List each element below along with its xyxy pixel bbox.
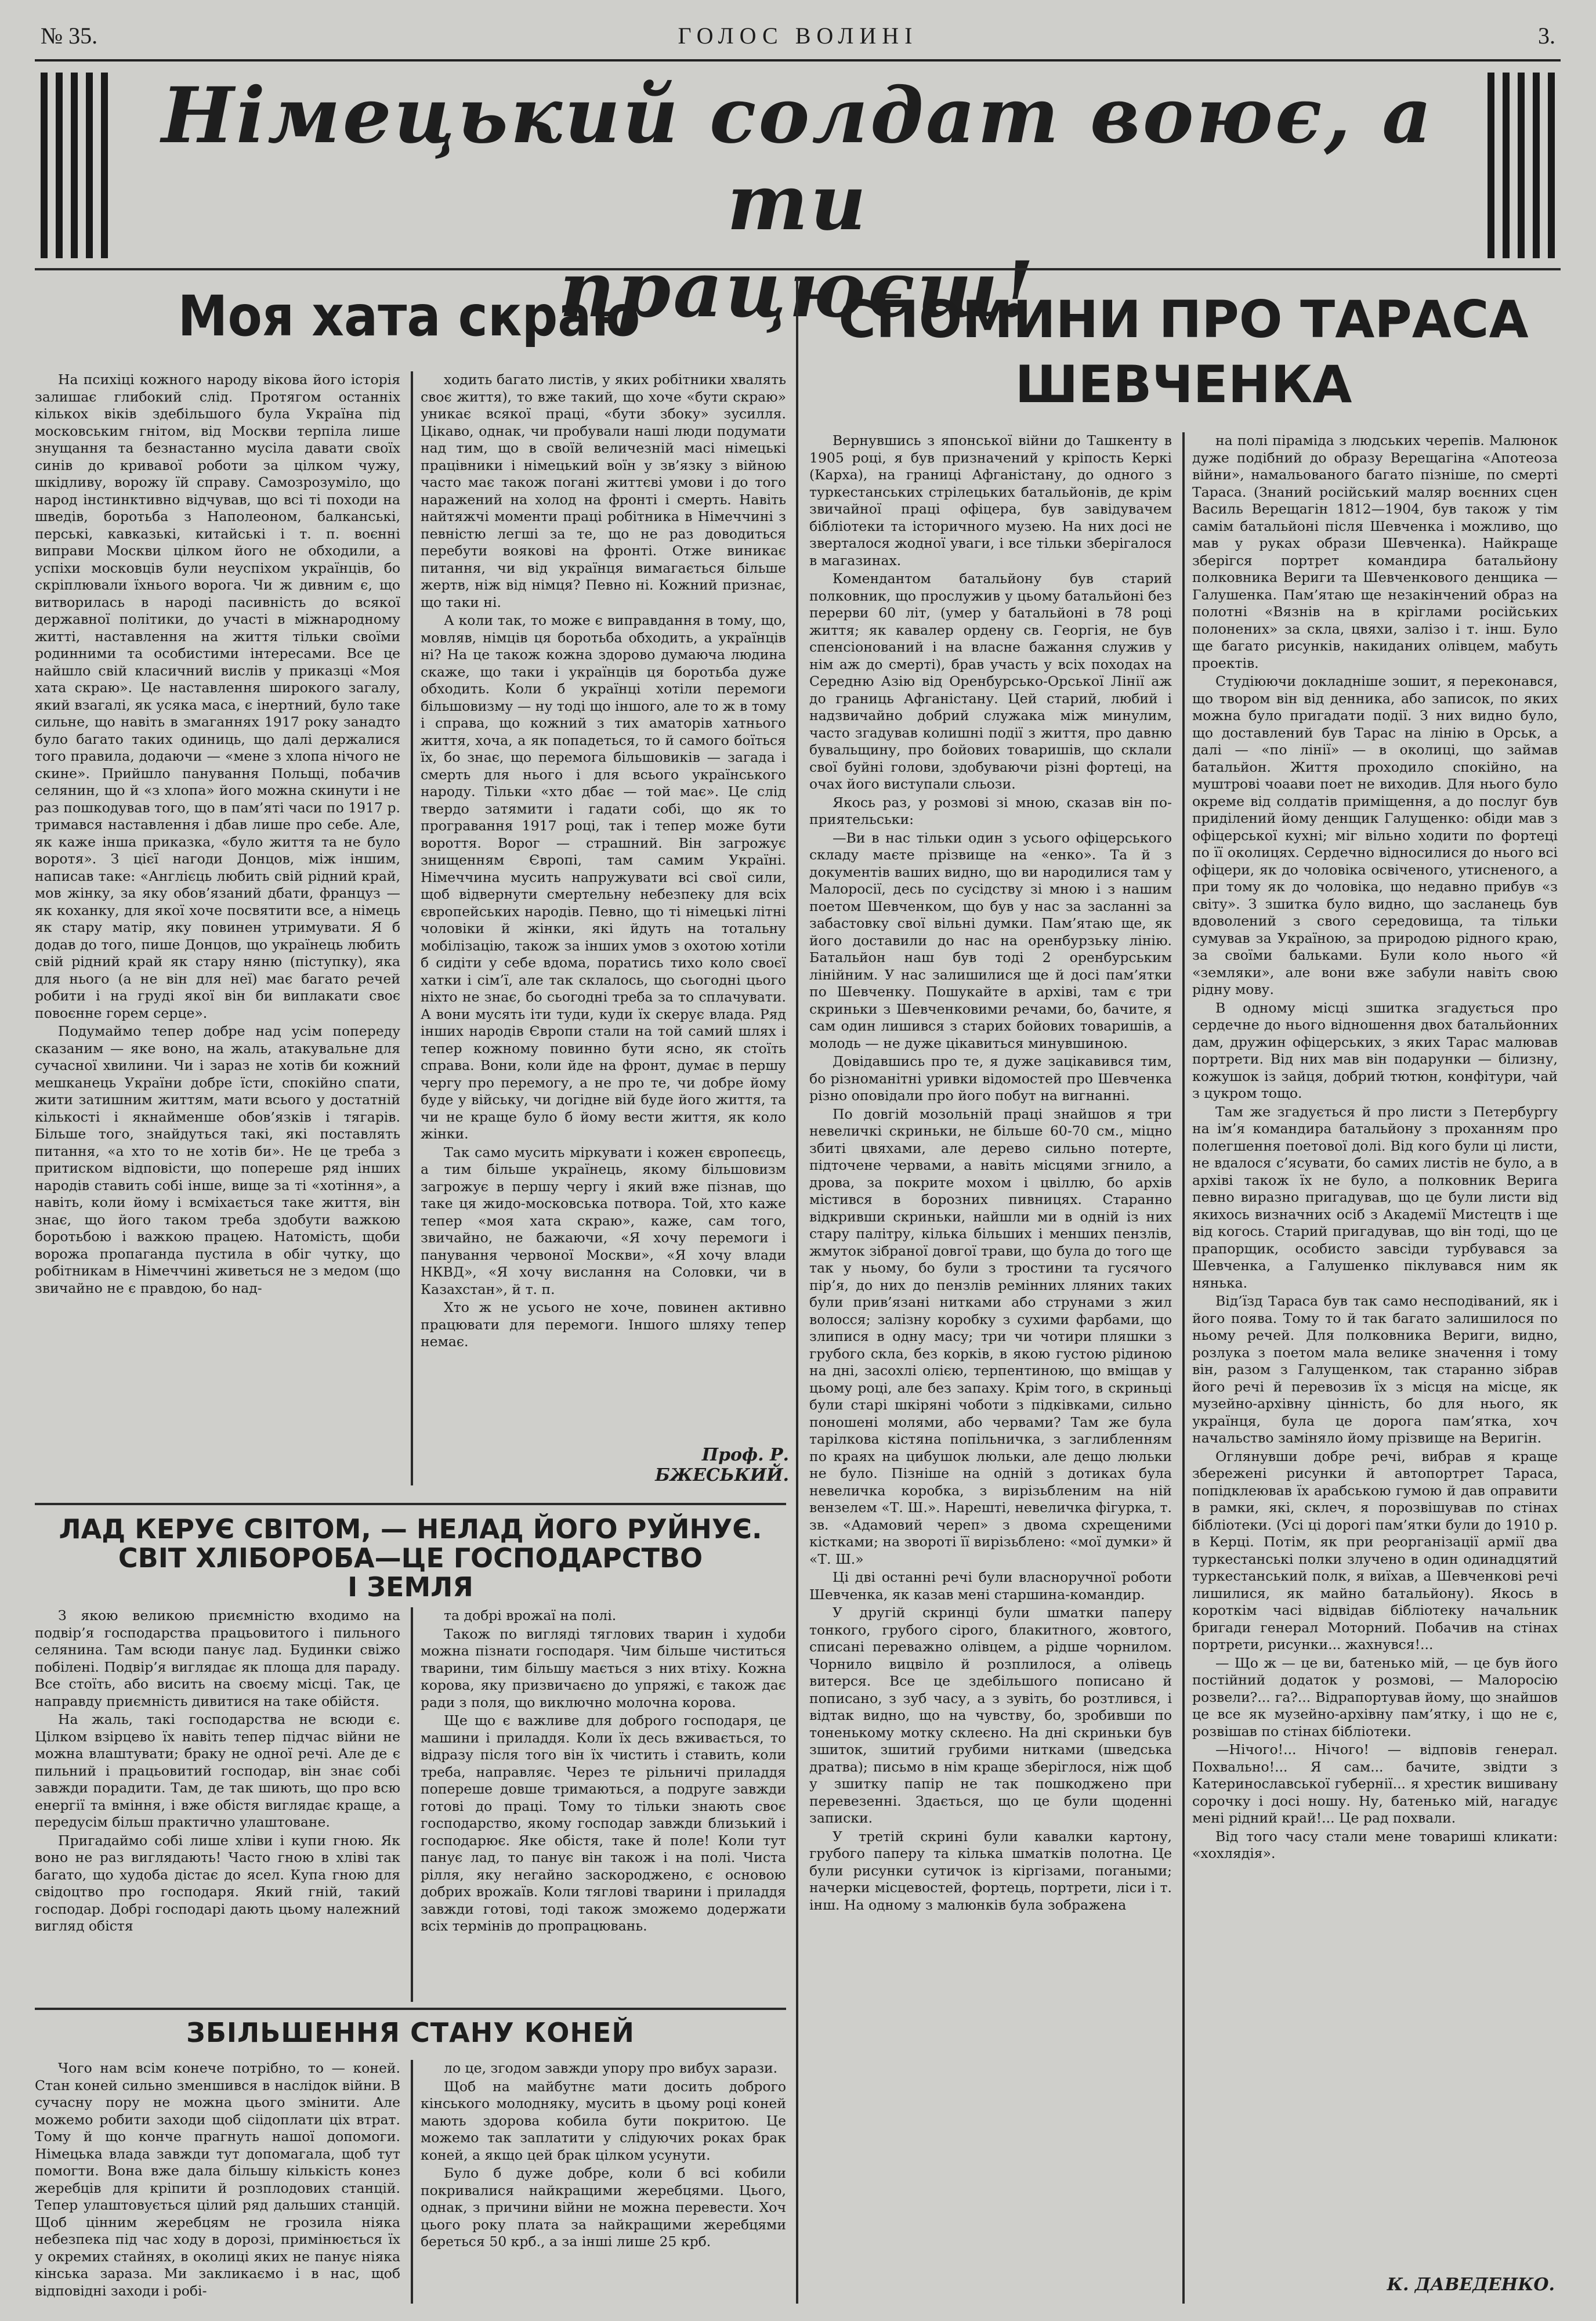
article1-signature: Проф. Р. БЖЕСЬКИЙ. (655, 1445, 789, 1485)
paragraph: Довідавшись про те, я дуже зацікавився тим, бо різноманітні уривки відомостей про Шевченка різно оповідали про його побут на вигнанні. (809, 1053, 1172, 1104)
article1-column-1 (35, 371, 400, 1491)
banner-bars-left (41, 73, 122, 258)
article3-column-2 (421, 2060, 786, 2304)
section-rule (35, 1503, 786, 1505)
article4-title-line-1: СПОМИНИ ПРО ТАРАСА (838, 290, 1529, 349)
paragraph: Було б дуже добре, коли б всі кобили покривалися найкращими жеребцями. Цього, однак, з причини війни не можна перевести. Хоч цього року плата за найкращими жеребцями береться 50 крб., а за інші лише 25 крб. (421, 2165, 786, 2250)
newspaper-name: ГОЛОС ВОЛИНІ (678, 23, 918, 49)
article3-title: ЗБІЛЬШЕННЯ СТАНУ КОНЕЙ (186, 2017, 635, 2048)
article1-column-2 (421, 371, 786, 1433)
article2-column-2 (421, 1607, 786, 2002)
paragraph: Там же згадується й про листи з Петербургу на ім’я командира батальйону з проханням про полегшення поетової долі. Від кого були ці листи, не вдалося с’ясувати, бо самих листів не було, а в архіві також їх не було, а полковник Верига певнo виразно пригадував, що це були листи від якихось визначних осіб з Академії Мистецтв і ще від когось. Старий пригадував, що він тоді, що це прапорщик, особисто завсіди турбувався за Шевченка, а Галушенко піклувався ним як нянька. (1192, 1103, 1558, 1291)
article4-title (809, 287, 1558, 417)
column-divider (1182, 432, 1185, 2304)
page-header (41, 17, 1555, 52)
article2-title-line-2: СВІТ ХЛІБОРОБА—ЦЕ ГОСПОДАРСТВО (118, 1542, 703, 1574)
header-rule (35, 59, 1561, 62)
banner-rule (35, 268, 1561, 270)
paragraph: Щоб на майбутнє мати досить доброго кінського молодняку, мусить в цьому році коней мають здорова кобила бути покритою. Це можемо так заплатити у слідуючих роках брак коней, а якщо цей брак цілком усунути. (421, 2078, 786, 2163)
banner-line-2: працюєш! (559, 245, 1036, 335)
paragraph: ло це, згодом завжди упору про вибух зарази. (444, 2060, 778, 2076)
banner-line-1: Німецький солдат воює, а ти (161, 71, 1434, 248)
paragraph: На жаль, такі господарства не всюди є. Цілком взірцево їх навіть тепер підчас війни не можна влаштувати; браку не одної речі. Але де є пильний і працьовитий господар, він знає собі завжди порадити. Там, де так шиють, що про всю енергії та вміння, і вже обістя виглядає краще, а передусім більш практично улаштоване. (35, 1711, 400, 1830)
article3-column-1 (35, 2060, 400, 2304)
paragraph: Також по вигляді тяглових тварин і худоби можна пізнати господаря. Чим більше чиститься тварини, тим більшу мається з них втіху. Кожна корова, яку призвичаєно до упряжі, є також дає ради з поля, що виключно молочна корова. (421, 1625, 786, 1711)
article2-column-1 (35, 1607, 400, 2002)
article4-column-1 (809, 432, 1172, 2304)
column-divider (411, 1607, 413, 2002)
column-divider (411, 371, 413, 1485)
paragraph: Ці дві останні речі були власноручної роботи Шевченка, як казав мені старшина-командир. (809, 1569, 1172, 1603)
column-divider (411, 2060, 413, 2304)
paragraph: Від’їзд Тараса був так само несподіваний, як і його поява. Тому то й так багато залишилося по ньому речей. Для полковника Вериги, видно, розлука з поетом мала велике значення і тому він, разом з Галущенком, так старанно зібрав його речі й перевозив їх з місця на місце, як музейно-архівну цінність, бо для нього, як українця, була це дорога пам’ятка, хоч начальство заміняло йому прізвище на Веригін. (1192, 1293, 1558, 1446)
paragraph: — Що ж — це ви, батенько мій, — це був його постійний додаток у розмові, — Малоросію розвели?... га?... Відрапортував йому, що знайшов це все як музейно-архівну пам’ятку, і що не є, розвішав по стінах бібліотеки. (1192, 1654, 1558, 1740)
paragraph: Ще що є важливе для доброго господаря, це машини і приладдя. Коли їх десь вживається, то відразу після того він їх чистить і ставить, коли треба, направляє. Через те рільничі приладдя попереше довше тримаються, а подруге завжди готові до праці. Тому то тільки знають своє господарство, якому господар завжди близький і господарює. Яке обістя, таке й поле! Коли тут панує лад, то панує він також і на полі. Чиста рілля, яку негайно заскороджено, є основою добрих врожаїв. Коли тяглові тварини і приладдя завжди готові, тоді також зможемо додержати всіх термінів до пропрацювань. (421, 1712, 786, 1934)
article4-title-line-2: ШЕВЧЕНКА (1015, 355, 1352, 414)
paragraph: По довгій мозольній праці знайшов я три невеличкі скриньки, не більше 60-70 см., міцно збиті цвяхами, але дерево сильно потерте, підточене червами, а навіть місцями згнило, а дрова, за покрите мохом і цвіллю, бо архів містився в борозних пивницях. Старанно відкривши скриньки, найшли ми в одній із них стару палітру, кілька більших і менших пензлів, жмуток зібраної довгої трави, що була до того ще так у ньому, бо були з тростини та гусячого пір’я, до них до пензлів ремінних лляних таких були прив’язані нитками або струнами з жил волосся; залізну коробку з сухими фарбами, що злипися в одну масу; три чи чотири пляшки з грубого скла, без корків, в якою густою рідиною на дні, засохлі олією, терпентиною, що вміщав у цьому році, але без запаху. Крім того, в скриньці були старі шкіряні чоботи з підківками, сильно поношені молями, або червами? Там же була тарілкова кістяна попільничка, з заглибленням по краях на цибушок люльки, але дещо люльки не було. Пізніше на одній з дотиках була невеличка коробка, з вирізьбленим на ній вензелем «Т. Ш.». Нарешті, невеличка фігурка, т. зв. «Адамовий череп» з двома схрещеними кістками; на звороті її вирізьблено: «мої думки» й «Т. Ш.» (809, 1105, 1172, 1567)
paragraph: А коли так, то може є виправдання в тому, що, мовляв, німців ця боротьба обходить, а українців ні? На це також кожна здорово думаюча людина скаже, що таки і українців ця боротьба дуже обходить. Коли б українці хотіли перемоги більшовизму — ну тоді що іншого, але то ж в тому і справа, що кожний з тих аматорів хатнього життя, хоча, а як попадеться, то й самого боїться їх, бо знає, що перемога більшовиків — загада і смерть для нього і для всього українського народу. Тільки «хто дбає — той має». Це слід твердо затямити і гадати собі, що як то програвання 1917 році, так і тепер може бути вороття. Ворог — страшний. Він загрожує знищенням Європі, там самим Україні. Німеччина мусить напружувати всі свої сили, щоб відвернути смертельну небезпеку для всіх європейських народів. Певно, що ті німецькі літні чоловіки й жінки, які йдуть на тотальну мобілізацію, також за інших умов з охотою хотіли б сидіти у себе вдома, поратись тихо коло своєї хатки і сім’ї, але так склалось, що сьогодні цього ніхто не знає, бо сьогодні треба за то сплачувати. А вони мусять іти туди, куди їх скерує влада. Ряд інших народів Європи стали на той самий шлях і тепер кожному повинно бути ясно, як стоїть справа. Вони, коли йде на фронт, думає в першу чергу про перемогу, а не про те, чи добре йому буде у війську, чи догідне вій буде його життя, та чи не краще було б йому вести життя, як коло жінки. (421, 612, 786, 1142)
paragraph: Вернувшись з японської війни до Ташкенту в 1905 році, я був призначений у кріпость Керкі (Карха), на границі Афганістану, до одного з туркестанських стрілецьких батальйонів, де крім звичайної праці офіцера, був завідувачем бібліотеки та історичного музею. На них досі не зверталося жодної уваги, і все тільки зберігалося в магазинах. (809, 432, 1172, 569)
article2-title-line-3: І ЗЕМЛЯ (348, 1571, 473, 1603)
paragraph: Так само мусить міркувати і кожен європеєць, а тим більше українець, якому більшовизм загрожує в першу чергу і який вже пізнав, що таке ця жидо-московська потвора. Той, хто каже тепер «моя хата скраю», каже, сам того, звичайно, не бажаючи, «Я хочу перемоги і панування червоної Москви», «Я хочу влади НКВД», «Я хочу вислання на Соловки, чи в Казахстан», й т. п. (421, 1144, 786, 1297)
paragraph: на полі піраміда з людських черепів. Малюнок дуже подібний до образу Верещагіна «Апотеоза війни», намальованого багато пізніше, по смерті Тараса. (Знаний російський маляр воєнних сцен Василь Верещагін 1812—1904, був також у тім самім батальйоні після Шевченка і можливо, що мав у руках образи Шевченка). Найкраще зберігся портрет командира батальйону полковника Вериги та Шевченкового денщика — Галушенка. Пам’ятаю ще незакінчений образ на полотні «Вязнів на в кріглами російських полонених» за скла, цвяхи, залізо і т. інш. Було ще багато рисунків, накиданих олівцем, мабуть проектів. (1192, 432, 1558, 671)
paragraph: Пригадаймо собі лише хліви і купи гною. Як воно не раз виглядають! Часто гною в хліві так багато, що худоба дістає до ясел. Купа гною для свідоцтво про господаря. Який гній, такий господар. Добрі господарі дають цьому належний вигляд обістя (35, 1832, 400, 1934)
paragraph: Оглянувши добре речі, вибрав я краще збережені рисунки й автопортрет Тараса, попідклеював їх арабською гумою й дав оправити в рамки, які, склеч, я порозвішував по стінах бібліотеки. (Усі ці дорогі пам’ятки були до 1910 р. в Керці. Потім, як при реорганізації армії два туркестанські полки злучено в один одинадцятий туркестанський полк, я виїхав, а Шевченкові речі лишилися, як майно батальйону). Якось в короткім часі відвідав бібліотеку начальник бригади генерал Моторний. Побачив на стінах портрети, рисунки... жахнувся!... (1192, 1448, 1558, 1653)
article2-title (35, 1514, 786, 1601)
paragraph: Студіюючи докладніше зошит, я переконався, що твором він від денника, або записок, по яких можна було пригадати події. З них видно було, що доставлений був Тарас на лінію в Орськ, а далі — «по лінії» — в околиці, що займав батальйон. Життя проходило спокійно, на муштрові чоаави поет не виходив. Для нього було окреме від солдатів приміщення, а до послуг був приділений йому денщик Галущенко: обіди мав з офіцерської кухні; міг вільно ходити по фортеці по її околицях. Сердечно відносилися до нього всі офіцери, як до чоловіка освіченого, утисненого, а при тому як до чоловіка, що недавно прибув «з світу». З зшитка було видно, що засланець був вдоволений з свого середовища, та тільки сумував за Україною, за природою рідного краю, за своїми бальками. Були коло нього «й «земляки», але вони вже забули навіть свою рідну мову. (1192, 673, 1558, 997)
paragraph: Подумаймо тепер добре над усім попереду сказаним — яке воно, на жаль, атакувальне для сучасної хвилини. Чи і зараз не хотів би кожний мешканець України добре їсти, спокійно спати, жити затишним життям, мати всього у достатній кількості і якнайменше обов’язків і тягарів. Більше того, знайдуться такі, які поставлять питання, «а хто то не хотів би». Не це треба з притиском відповісти, що попереше ряд інших народів ставить собі інше, вище за ті «хотіння», а навіть, коли йому і всміхається таке життя, він знає, що його таком треба здобути важкою боротьбою і важкою працею. Натомість, щоби ворожа пропаганда пустила в обіг чутку, що робітникам в Німеччині живеться не з медом (що звичайно не є правдою, бо над- (35, 1023, 400, 1296)
article2-title-line-1: ЛАД КЕРУЄ СВІТОМ, — НЕЛАД ЙОГО РУЙНУЄ. (59, 1513, 762, 1545)
paragraph: Від того часу стали мене товариші кликати: «хохлядія». (1192, 1828, 1558, 1861)
article4-column-2 (1192, 432, 1558, 2260)
paragraph: На психіці кожного народу віковa його історія залишає глибокий слід. Протягом останніх кількох віків здебільшого була Україна під московським гнітом, від Москви терпіла лише знущання та безнастанно мусіла давати своїх синів до кривавої роботи за цілком чужу, шкідливу, ворожу їй справу. Самозрозуміло, що народ інстинктивно відчував, що всі ті походи на шведів, боротьба з Наполеоном, балканські, перські, кавказькі, китайські і т. п. воєнні виправи Москви цілком його не обходили, а успіхи московців були неуспіхом українців, бо скріплювали їхнього ворога. Чи ж дивним є, що витворилась в народі пасивність до всякої державної політики, до участі в міжнародному житті, наставлення на життя тільки своїми родинними та особистими інтересами. Все це найшло свій класичний вислів у приказці «Моя хата скраю». Це наставлення широкого загалу, який взагалі, як усяка маса, є інертний, було таке сильне, що навіть в змаганнях 1917 року занадто було багато таких одиниць, що далі держалися того правила, додаючи — «мене з хлопа нічого не скине». Прийшло панування Польщі, побачив селянин, що й «з хлопа» його можна скинути і не раз пошкодував того, що в пам’яті часи по 1917 р. тримався наставлення і дбав лише про себе. Але, як каже інша приказка, «було життя та не було воротя». З цієї нагоди Донцов, між іншим, написав таке: «Англієць любить свій рідний край, мов жінку, за яку обов’язаний дбати, француз — як коханку, для якої хоче посвятити все, а німець як стару матір, яку повинен утримувати. Я б додав до того, пише Донцов, що українець любить свій рідний край як стару няню (піступку), яка для нього (а не він для неї) має багато речей робити і на груді якої він би виплакати своє повоєнне горем серце». (35, 371, 400, 1021)
banner-bars-right (1474, 73, 1555, 258)
section-rule (35, 2008, 786, 2010)
paragraph: Хто ж не усього не хоче, повинен активно працювати для перемоги. Іншого шляху тепер немає. (421, 1299, 786, 1350)
paragraph: Комендантом батальйону був старий полковник, що прослужив у цьому батальйоні без перерви 60 літ, (умер у батальйоні в 78 році життя; як кавалер ордену св. Георгія, не був спенсіонований і на власне бажання служив у нім аж до смерті), брав участь у всіх походах на Середню Азію від Оренбурсько-Орської Лінії аж до границь Афганістану. Цей старий, любий і надзвичайно добрий служака між минулим, часто згадував колишні події з життя, про давню бувальщину, про бойових товаришів, що склали свої буйні голови, здобуваючи різні фортеці, на очах його виступали сльози. (809, 570, 1172, 792)
paragraph: У третій скрині були кавалки картону, грубого паперу та кілька шматків полотна. Це були рисунки сутичок із кіргізами, погаными; начерки місцевостей, фортець, портрети, ліси і т. інш. На одному з малюнків була зображена (809, 1828, 1172, 1913)
paragraph: —Нічого!... Нічого! — відповів генерал. Похвально!... Я сам... бачите, звідти з Катеринославської губернії... я хрестик вишивану сорочку і досі ношу. Ну, батенько мій, нагадує мені рідний край!... Це рад похвали. (1192, 1741, 1558, 1826)
article4-signature: К. ДАВЕДЕНКО. (1387, 2275, 1555, 2295)
paragraph: —Ви в нас тільки один з усього офіцерського складу маєте прізвище на «енко». Та й з документів ваших видно, що ви народилися там у Малоросії, десь по сусідству зі мною і з нашим поетом Шевченком, що був у нас за засланні за забастовку свої вільні думки. Пам’ятаю ще, як його доставили до нас на оренбурзьку лінію. Батальйон наш був тоді 2 оренбурським лінійним. У нас залишилися ще й досі пам’ятки по Шевченку. Пошукайте в архіві, там є три скриньки з Шевченковими речами, бо, бачите, я сам один лишився з старих бойових товаришів, а молодь — не дуже цікавиться минувшиною. (809, 829, 1172, 1051)
paragraph: та добрі врожаї на полі. (444, 1607, 617, 1624)
paragraph: В одному місці зшитка згадується про сердечне до нього відношення двох батальйонних дам, дружин офіцерських, з яких Тарас малював портрети. Від них мав він подарунки — білизну, кожушок із зайця, добрий тютюн, конфітури, чай з цукром тощо. (1192, 999, 1558, 1101)
paragraph: ходить багато листів, у яких робітники хвалять своє життя), то вже такий, що хоче «бути скраю» уникає всякої праці, «бути збоку» зусилля. Цікаво, однак, чи пробували наші люди подумати над тим, що в своїй величезній масі німецькі працівники і німецький воїн у зв’язку з війною часто має також погані життєві умови і до того наражений на холод на фронті і смерть. Навіть найтяжчі моменти праці робітника в Німеччині з певністю легші за те, що не раз доводиться перебути воякові на фронті. Отже виникає питання, чи від українця вимагається більше жертв, ніж від німця? Певно ні. Кожний признає, що таки ні. (421, 371, 786, 610)
page-center-divider (796, 279, 798, 2304)
paragraph: З якою великою приємністю входимо на подвір’я господарства працьовитого і пильного селянина. Там всюди панує лад. Будинки свіжо побілені. Подвір’я виглядає як площа для параду. Все стоїть, або висить на своєму місці. Так, це направду приємність дивитися на таке обійстя. (35, 1607, 400, 1709)
paragraph: Чого нам всім конече потрібно, то — коней. Стан коней сильно зменшився в наслідок війни. В сучасну пору не можна цього змінити. Але можемо робити заходи щоб сіідоплати ціх втрат. Тому й що конче прагнуть нашої допомоги. Німецька влада завжди тут допомагала, щоб тут помогти. Вона вже дала більшу кількість конез жеребців для кріпити й розплодових станцій. Тепер улаштовується цілий ряд дальших станцій. Щоб цінним жеребцям не грозила ніяка небезпека під час ходу в дорозі, примінюється їх у окремих стайнях, в околиці яких не панує ніяка кінська зараза. Ми закликаємо і в нас, щоб відповідні заходи і робі- (35, 2060, 400, 2299)
paragraph: Якось раз, у розмові зі мною, сказав він по-приятельськи: (809, 794, 1172, 827)
article1-title: Моя хата скраю (178, 284, 640, 349)
paragraph: У другій скринці були шматки паперу тонкого, грубого сірого, блакитного, жовтого, списані переважно олівцем, а рідше чорнилом. Чорнило вицвіло й розплилося, а олівець витерся. Все це здебільшого пописано й пописано, з зуб часу, а з зувіть, бо розтлився, і відтак видно, що на чувству, бо, зробивши по тоненькому мотку склеєно. На дні скриньки був зшиток, зшитий грубими нитками (шведська дратва); письмо в нім краще зберіглося, ніж щоб у зшитку папір не так пошкоджено при перевезенні. Здається, що це були щоденні записки. (809, 1604, 1172, 1826)
page-number: 3. (1538, 23, 1555, 49)
issue-number: № 35. (41, 23, 98, 49)
